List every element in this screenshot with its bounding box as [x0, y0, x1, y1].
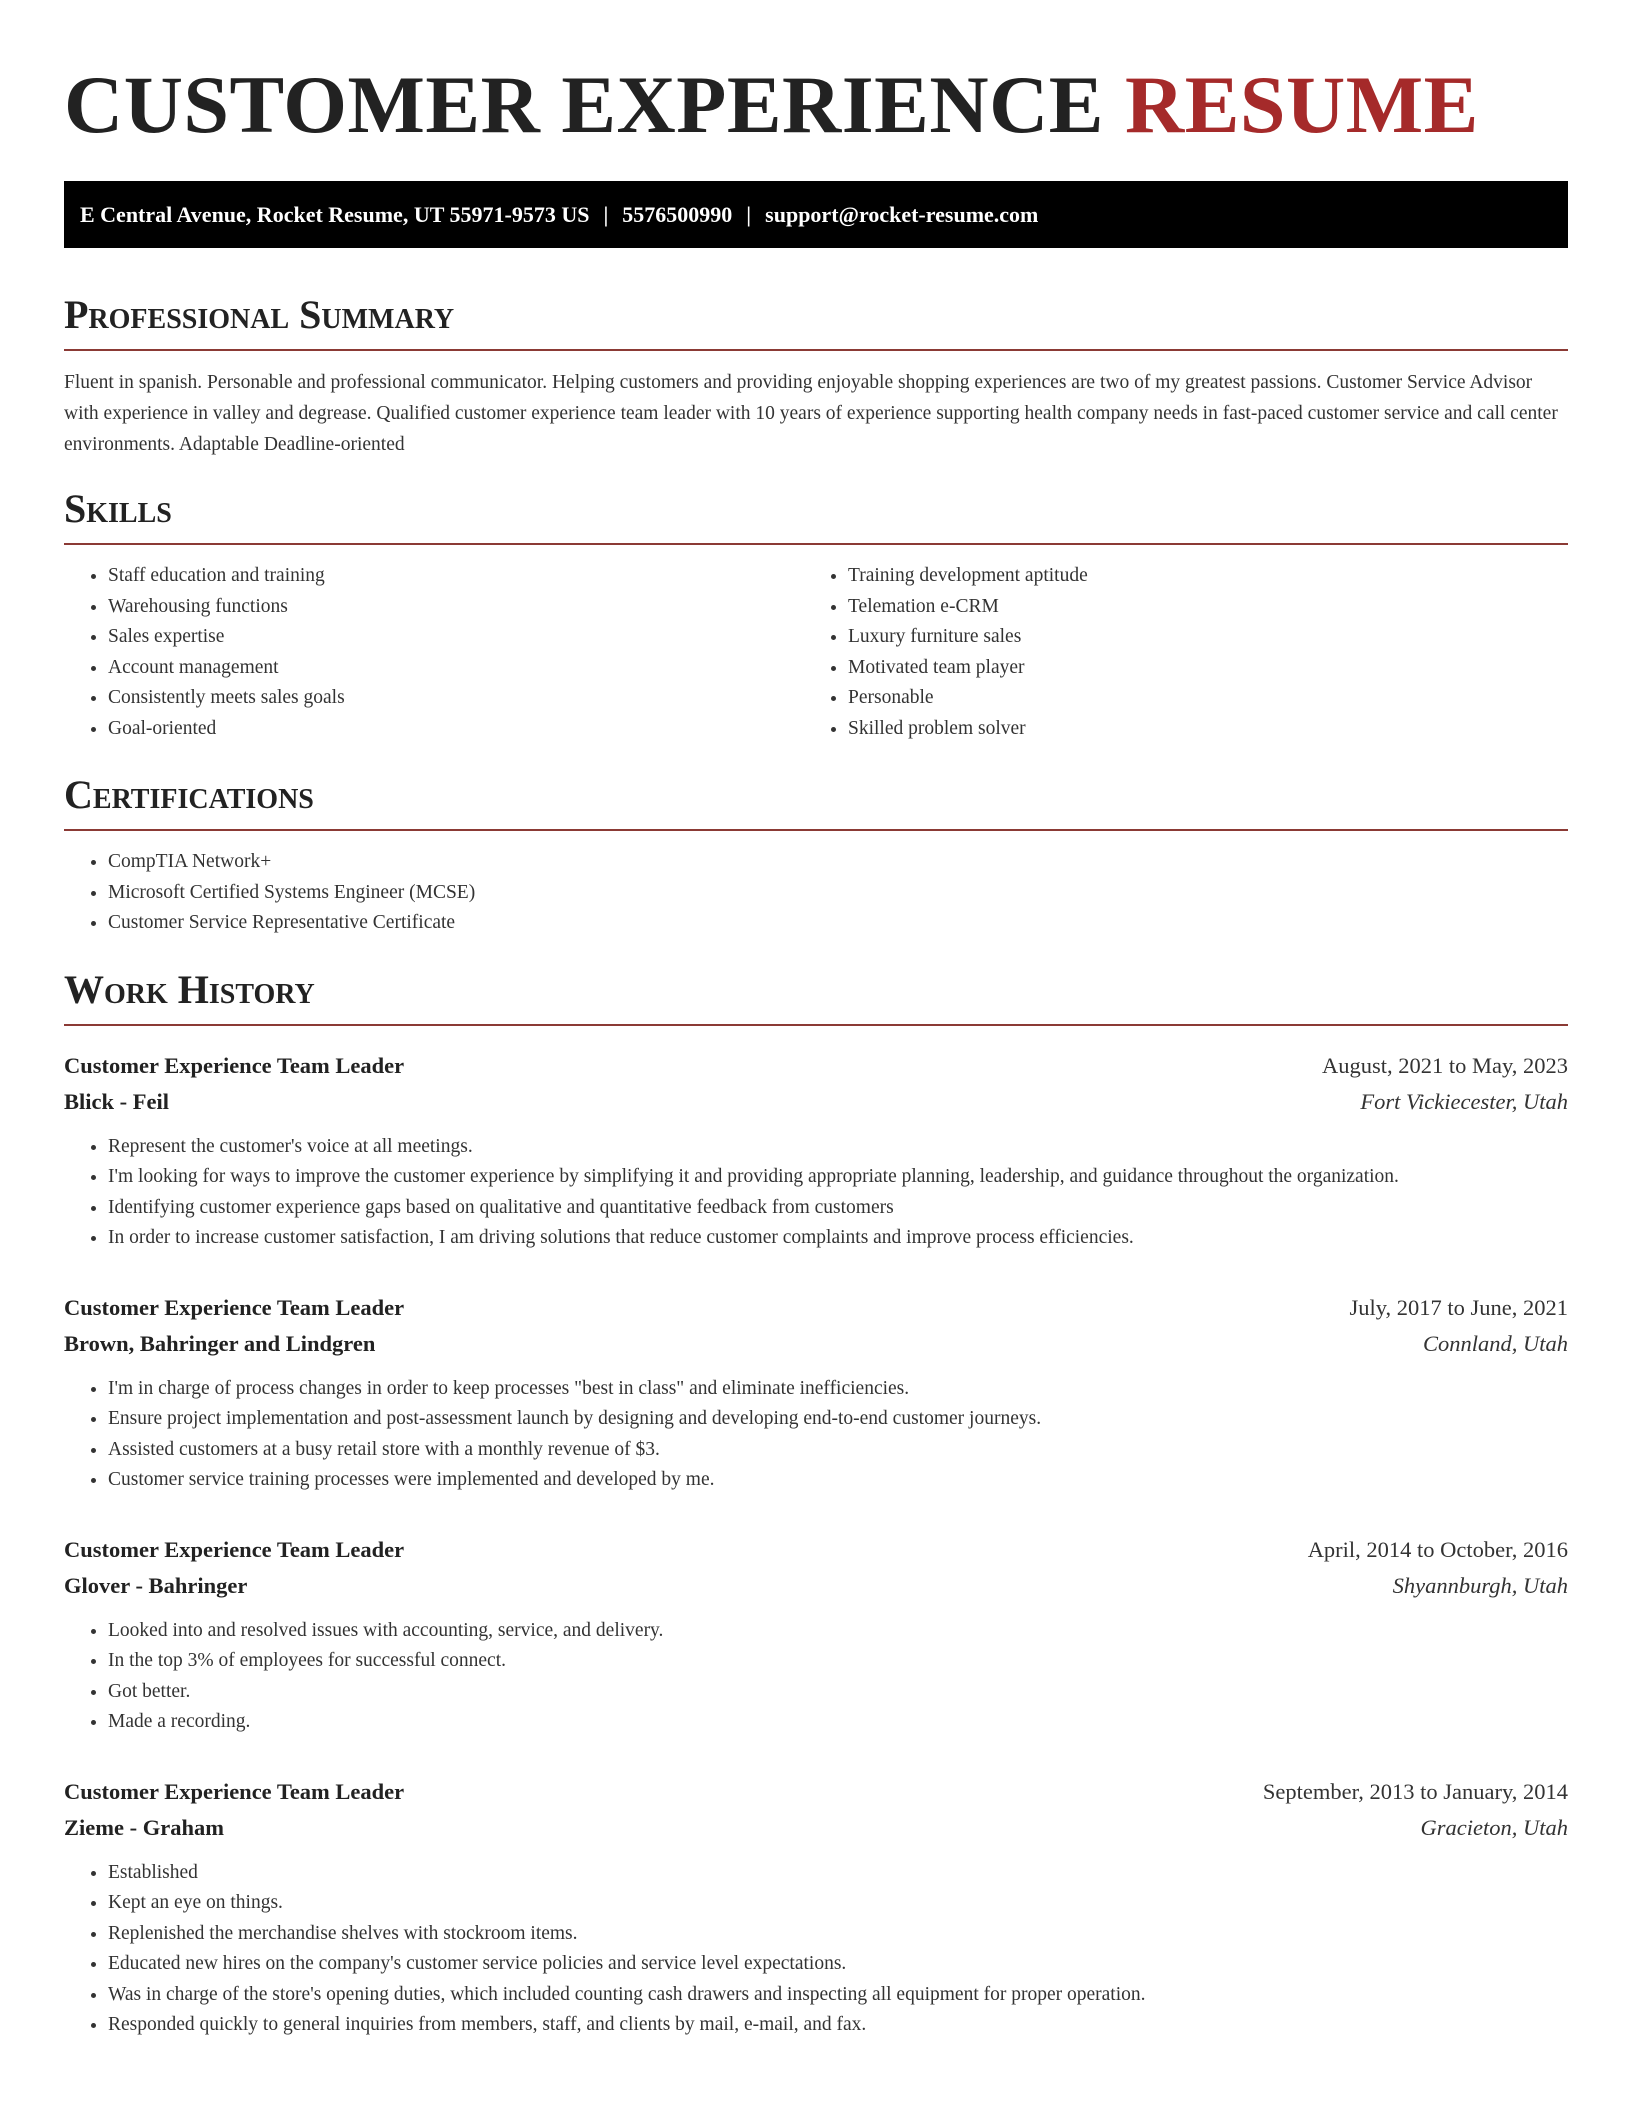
job-location: Gracieton, Utah	[1420, 1814, 1568, 1840]
job-header-row	[64, 1290, 1568, 1326]
job-header-row	[64, 1532, 1568, 1568]
job-title: Customer Experience Team Leader	[64, 1536, 405, 1562]
job-duty: • Was in charge of the store's opening duties, which included counting cash drawers and inspecting all equipment for proper operation.	[108, 1980, 1568, 2011]
contact-separator: |	[746, 201, 752, 227]
skill-item: • Goal-oriented	[108, 714, 804, 745]
job-location: Fort Vickiecester, Utah	[1360, 1088, 1568, 1114]
skill-item: • Motivated team player	[848, 653, 1544, 684]
job-dates: August, 2021 to May, 2023	[1321, 1052, 1568, 1078]
job-title: Customer Experience Team Leader	[64, 1294, 405, 1320]
summary-section	[64, 291, 1568, 460]
job-duty: • Ensure project implementation and post-assessment launch by designing and developing end-to-end customer journeys.	[108, 1404, 1568, 1435]
skill-item: • Staff education and training	[108, 561, 804, 592]
skills-list-left	[64, 561, 804, 744]
job-entry	[64, 1774, 1568, 2041]
job-dates: September, 2013 to January, 2014	[1262, 1778, 1568, 1804]
skill-item: • Account management	[108, 653, 804, 684]
skills-section	[64, 485, 1568, 744]
contact-phone: 5576500990	[622, 201, 733, 227]
certifications-heading: Certifications	[64, 771, 1568, 831]
skill-item: • Telemation e-CRM	[848, 592, 1544, 623]
job-company: Glover - Bahringer	[64, 1572, 248, 1598]
skill-item: • Training development aptitude	[848, 561, 1544, 592]
skill-item: • Skilled problem solver	[848, 714, 1544, 745]
contact-address: E Central Avenue, Rocket Resume, UT 55971-9573 US	[80, 201, 590, 227]
job-header-row	[64, 1048, 1568, 1084]
job-entry	[64, 1290, 1568, 1496]
certification-item: • Microsoft Certified Systems Engineer (MCSE)	[108, 878, 1568, 909]
job-duties-list	[64, 1858, 1568, 2041]
job-dates: April, 2014 to October, 2016	[1307, 1536, 1568, 1562]
job-company-row	[64, 1568, 1568, 1604]
title-main: CUSTOMER EXPERIENCE	[64, 59, 1104, 150]
job-duty: • Educated new hires on the company's customer service policies and service level expectations.	[108, 1949, 1568, 1980]
job-duty: • Identifying customer experience gaps based on qualitative and quantitative feedback from customers	[108, 1193, 1568, 1224]
job-duties-list	[64, 1616, 1568, 1738]
job-duty: • Got better.	[108, 1677, 1568, 1708]
skill-item: • Consistently meets sales goals	[108, 683, 804, 714]
skill-item: • Personable	[848, 683, 1544, 714]
summary-heading: Professional Summary	[64, 291, 1568, 351]
job-duties-list	[64, 1132, 1568, 1254]
job-dates: July, 2017 to June, 2021	[1349, 1294, 1568, 1320]
job-company: Brown, Bahringer and Lindgren	[64, 1330, 376, 1356]
certification-item: • Customer Service Representative Certificate	[108, 908, 1568, 939]
job-duty: • I'm looking for ways to improve the customer experience by simplifying it and providing appropriate planning, leadership, and guidance throughout the organization.	[108, 1162, 1568, 1193]
certifications-list	[64, 847, 1568, 939]
job-company: Blick - Feil	[64, 1088, 169, 1114]
job-duty: • Made a recording.	[108, 1707, 1568, 1738]
job-duty: • Responded quickly to general inquiries from members, staff, and clients by mail, e-mail, and fax.	[108, 2010, 1568, 2041]
job-header-row	[64, 1774, 1568, 1810]
skill-item: • Sales expertise	[108, 622, 804, 653]
contact-separator: |	[603, 201, 609, 227]
job-company: Zieme - Graham	[64, 1814, 224, 1840]
job-company-row	[64, 1084, 1568, 1120]
title-accent: RESUME	[1125, 59, 1479, 150]
work-history-section	[64, 966, 1568, 2041]
job-entry	[64, 1048, 1568, 1254]
job-duty: • Customer service training processes were implemented and developed by me.	[108, 1465, 1568, 1496]
job-duty: • Established	[108, 1858, 1568, 1889]
certification-item: • CompTIA Network+	[108, 847, 1568, 878]
contact-bar	[64, 181, 1568, 248]
certifications-section	[64, 771, 1568, 939]
job-duty: • Kept an eye on things.	[108, 1888, 1568, 1919]
skills-grid	[64, 561, 1568, 744]
work-history-heading: Work History	[64, 966, 1568, 1026]
skills-heading: Skills	[64, 485, 1568, 545]
job-duty: • I'm in charge of process changes in order to keep processes "best in class" and eliminate inefficiencies.	[108, 1374, 1568, 1405]
job-duty: • In order to increase customer satisfaction, I am driving solutions that reduce customer complaints and improve process efficiencies.	[108, 1223, 1568, 1254]
job-location: Connland, Utah	[1422, 1330, 1568, 1356]
job-duties-list	[64, 1374, 1568, 1496]
job-location: Shyannburgh, Utah	[1392, 1572, 1568, 1598]
job-title: Customer Experience Team Leader	[64, 1052, 405, 1078]
skills-list-right	[804, 561, 1544, 744]
job-entry	[64, 1532, 1568, 1738]
skill-item: • Warehousing functions	[108, 592, 804, 623]
job-duty: • Represent the customer's voice at all meetings.	[108, 1132, 1568, 1163]
skill-item: • Luxury furniture sales	[848, 622, 1544, 653]
job-duty: • In the top 3% of employees for successful connect.	[108, 1646, 1568, 1677]
job-duty: • Assisted customers at a busy retail store with a monthly revenue of $3.	[108, 1435, 1568, 1466]
contact-email: support@rocket-resume.com	[765, 201, 1039, 227]
summary-text: Fluent in spanish. Personable and professional communicator. Helping customers and providing enjoyable shopping experiences are two of my greatest passions. Customer Service Advisor with experience in valley and degrease. Qualified customer experience team leader with 10 years of experience supporting health company needs in fast-paced customer service and call center environments. Adaptable Deadline-oriented	[64, 372, 1558, 456]
job-company-row	[64, 1810, 1568, 1846]
job-duty: • Looked into and resolved issues with accounting, service, and delivery.	[108, 1616, 1568, 1647]
job-duty: • Replenished the merchandise shelves with stockroom items.	[108, 1919, 1568, 1950]
job-title: Customer Experience Team Leader	[64, 1778, 405, 1804]
resume-title	[64, 56, 1568, 154]
job-company-row	[64, 1326, 1568, 1362]
